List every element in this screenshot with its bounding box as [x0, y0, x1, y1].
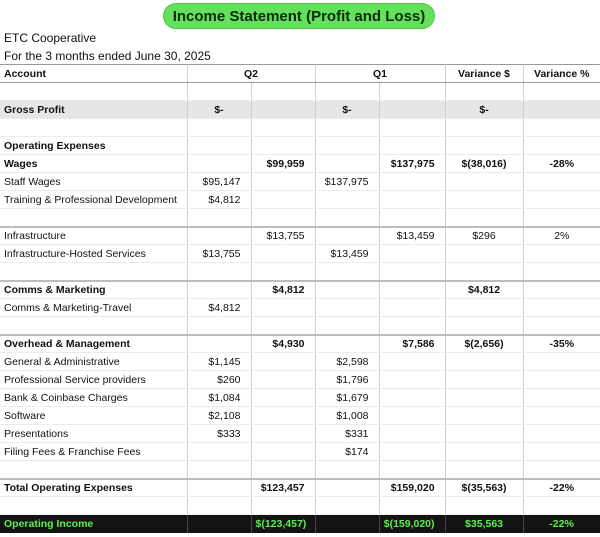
value-cell: $2,598	[315, 353, 379, 371]
table-row	[0, 335, 600, 353]
table-row	[0, 407, 600, 425]
value-cell	[315, 137, 379, 155]
value-cell	[379, 371, 445, 389]
value-cell	[251, 497, 315, 515]
value-cell: $4,812	[187, 191, 251, 209]
value-cell: $137,975	[379, 155, 445, 173]
value-cell: -22%	[523, 515, 600, 533]
value-cell	[523, 371, 600, 389]
value-cell	[315, 335, 379, 353]
table-row	[0, 443, 600, 461]
value-cell: $(159,020)	[379, 515, 445, 533]
value-cell: $1,796	[315, 371, 379, 389]
value-cell: $4,812	[187, 299, 251, 317]
account-cell: Bank & Coinbase Charges	[0, 389, 187, 407]
value-cell	[379, 443, 445, 461]
header-variance-dollar: Variance $	[445, 65, 523, 83]
table-row	[0, 461, 600, 479]
value-cell	[251, 83, 315, 101]
value-cell	[379, 389, 445, 407]
value-cell	[523, 173, 600, 191]
value-cell	[315, 515, 379, 533]
account-cell: Comms & Marketing-Travel	[0, 299, 187, 317]
value-cell	[379, 191, 445, 209]
value-cell	[523, 497, 600, 515]
value-cell: $333	[187, 425, 251, 443]
value-cell	[315, 263, 379, 281]
value-cell	[187, 479, 251, 497]
value-cell	[187, 335, 251, 353]
value-cell	[251, 443, 315, 461]
value-cell	[523, 119, 600, 137]
value-cell	[187, 119, 251, 137]
value-cell	[187, 263, 251, 281]
value-cell	[445, 407, 523, 425]
table-row	[0, 371, 600, 389]
value-cell	[187, 83, 251, 101]
value-cell	[251, 173, 315, 191]
account-cell: Total Operating Expenses	[0, 479, 187, 497]
value-cell	[445, 137, 523, 155]
table-row	[0, 209, 600, 227]
value-cell	[445, 299, 523, 317]
value-cell	[523, 443, 600, 461]
value-cell	[379, 425, 445, 443]
value-cell	[445, 353, 523, 371]
value-cell	[523, 353, 600, 371]
value-cell	[523, 281, 600, 299]
value-cell	[251, 191, 315, 209]
account-cell	[0, 497, 187, 515]
account-cell: Gross Profit	[0, 101, 187, 119]
value-cell: $13,755	[251, 227, 315, 245]
value-cell: -28%	[523, 155, 600, 173]
value-cell: $13,459	[379, 227, 445, 245]
value-cell	[379, 209, 445, 227]
table-row	[0, 227, 600, 245]
account-cell: Operating Income	[0, 515, 187, 533]
table-header-row	[0, 65, 600, 83]
account-cell: Professional Service providers	[0, 371, 187, 389]
table-row	[0, 389, 600, 407]
value-cell	[251, 299, 315, 317]
page-title: Income Statement (Profit and Loss)	[163, 3, 435, 29]
value-cell	[315, 479, 379, 497]
value-cell	[315, 83, 379, 101]
value-cell	[445, 191, 523, 209]
value-cell	[445, 425, 523, 443]
value-cell: $1,145	[187, 353, 251, 371]
value-cell	[251, 407, 315, 425]
value-cell	[445, 443, 523, 461]
value-cell	[251, 353, 315, 371]
table-row	[0, 281, 600, 299]
value-cell: $99,959	[251, 155, 315, 173]
value-cell: $35,563	[445, 515, 523, 533]
value-cell	[379, 263, 445, 281]
value-cell: $95,147	[187, 173, 251, 191]
value-cell: $123,457	[251, 479, 315, 497]
value-cell	[315, 227, 379, 245]
value-cell	[445, 389, 523, 407]
value-cell	[315, 191, 379, 209]
value-cell	[445, 173, 523, 191]
value-cell	[379, 497, 445, 515]
value-cell	[445, 497, 523, 515]
value-cell	[523, 425, 600, 443]
value-cell: $(35,563)	[445, 479, 523, 497]
value-cell	[379, 281, 445, 299]
value-cell: $(123,457)	[251, 515, 315, 533]
table-row	[0, 479, 600, 497]
value-cell	[379, 245, 445, 263]
value-cell: $(2,656)	[445, 335, 523, 353]
value-cell	[523, 101, 600, 119]
value-cell	[315, 119, 379, 137]
value-cell	[251, 245, 315, 263]
value-cell	[523, 83, 600, 101]
value-cell	[251, 461, 315, 479]
value-cell	[523, 461, 600, 479]
value-cell: $1,679	[315, 389, 379, 407]
value-cell	[379, 299, 445, 317]
income-statement-table	[0, 64, 600, 533]
table-row	[0, 317, 600, 335]
value-cell	[315, 497, 379, 515]
value-cell	[187, 227, 251, 245]
value-cell: -22%	[523, 479, 600, 497]
value-cell	[251, 209, 315, 227]
table-row	[0, 299, 600, 317]
account-cell: Filing Fees & Franchise Fees	[0, 443, 187, 461]
value-cell	[523, 299, 600, 317]
table-row	[0, 137, 600, 155]
value-cell	[379, 101, 445, 119]
value-cell	[445, 245, 523, 263]
value-cell	[523, 389, 600, 407]
header-q1: Q1	[315, 65, 445, 83]
value-cell	[379, 137, 445, 155]
operating-income-row	[0, 515, 600, 533]
value-cell: $159,020	[379, 479, 445, 497]
value-cell	[315, 299, 379, 317]
account-cell: Presentations	[0, 425, 187, 443]
value-cell	[187, 317, 251, 335]
account-cell: General & Administrative	[0, 353, 187, 371]
account-cell: Comms & Marketing	[0, 281, 187, 299]
value-cell: $260	[187, 371, 251, 389]
account-cell: Infrastructure	[0, 227, 187, 245]
table-row	[0, 425, 600, 443]
value-cell: -35%	[523, 335, 600, 353]
table-row	[0, 263, 600, 281]
value-cell	[187, 155, 251, 173]
value-cell	[445, 371, 523, 389]
value-cell	[315, 209, 379, 227]
value-cell: $7,586	[379, 335, 445, 353]
company-name: ETC Cooperative	[4, 31, 97, 45]
report-period: For the 3 months ended June 30, 2025	[4, 49, 211, 63]
account-cell: Infrastructure-Hosted Services	[0, 245, 187, 263]
value-cell	[187, 209, 251, 227]
table-row	[0, 245, 600, 263]
value-cell	[445, 83, 523, 101]
value-cell	[315, 461, 379, 479]
value-cell	[445, 461, 523, 479]
value-cell	[379, 353, 445, 371]
value-cell	[445, 317, 523, 335]
value-cell	[523, 209, 600, 227]
table-row	[0, 353, 600, 371]
value-cell	[187, 515, 251, 533]
value-cell	[251, 263, 315, 281]
value-cell	[523, 191, 600, 209]
header-q2: Q2	[187, 65, 315, 83]
account-cell	[0, 209, 187, 227]
value-cell: $4,930	[251, 335, 315, 353]
value-cell: $2,108	[187, 407, 251, 425]
value-cell: $-	[315, 101, 379, 119]
value-cell	[445, 263, 523, 281]
account-cell	[0, 461, 187, 479]
account-cell: Wages	[0, 155, 187, 173]
header-account: Account	[0, 65, 187, 83]
value-cell	[251, 425, 315, 443]
value-cell: $13,459	[315, 245, 379, 263]
value-cell	[315, 281, 379, 299]
value-cell: $13,755	[187, 245, 251, 263]
value-cell	[187, 461, 251, 479]
value-cell	[251, 119, 315, 137]
value-cell	[379, 407, 445, 425]
account-cell	[0, 317, 187, 335]
value-cell: $331	[315, 425, 379, 443]
value-cell	[523, 137, 600, 155]
value-cell	[523, 263, 600, 281]
value-cell	[379, 173, 445, 191]
table-row	[0, 119, 600, 137]
account-cell	[0, 119, 187, 137]
value-cell: $1,008	[315, 407, 379, 425]
value-cell	[523, 317, 600, 335]
account-cell: Software	[0, 407, 187, 425]
value-cell	[315, 155, 379, 173]
value-cell: $296	[445, 227, 523, 245]
value-cell	[379, 83, 445, 101]
value-cell: 2%	[523, 227, 600, 245]
value-cell	[445, 119, 523, 137]
value-cell	[379, 317, 445, 335]
value-cell: $174	[315, 443, 379, 461]
value-cell: $4,812	[251, 281, 315, 299]
header-variance-percent: Variance %	[523, 65, 600, 83]
value-cell	[445, 209, 523, 227]
value-cell	[187, 281, 251, 299]
value-cell: $4,812	[445, 281, 523, 299]
table-row	[0, 497, 600, 515]
value-cell: $-	[187, 101, 251, 119]
value-cell: $137,975	[315, 173, 379, 191]
table-row	[0, 155, 600, 173]
account-cell: Staff Wages	[0, 173, 187, 191]
table-row	[0, 83, 600, 101]
account-cell: Operating Expenses	[0, 137, 187, 155]
account-cell: Training & Professional Development	[0, 191, 187, 209]
value-cell	[187, 443, 251, 461]
value-cell	[523, 407, 600, 425]
table-row	[0, 101, 600, 119]
value-cell	[187, 497, 251, 515]
value-cell	[523, 245, 600, 263]
account-cell: Overhead & Management	[0, 335, 187, 353]
account-cell	[0, 83, 187, 101]
value-cell	[251, 137, 315, 155]
value-cell: $-	[445, 101, 523, 119]
value-cell	[251, 389, 315, 407]
value-cell	[251, 317, 315, 335]
value-cell	[379, 461, 445, 479]
value-cell	[315, 317, 379, 335]
table-row	[0, 191, 600, 209]
value-cell	[187, 137, 251, 155]
value-cell: $(38,016)	[445, 155, 523, 173]
account-cell	[0, 263, 187, 281]
value-cell	[379, 119, 445, 137]
value-cell	[251, 101, 315, 119]
value-cell: $1,084	[187, 389, 251, 407]
table-row	[0, 173, 600, 191]
value-cell	[251, 371, 315, 389]
